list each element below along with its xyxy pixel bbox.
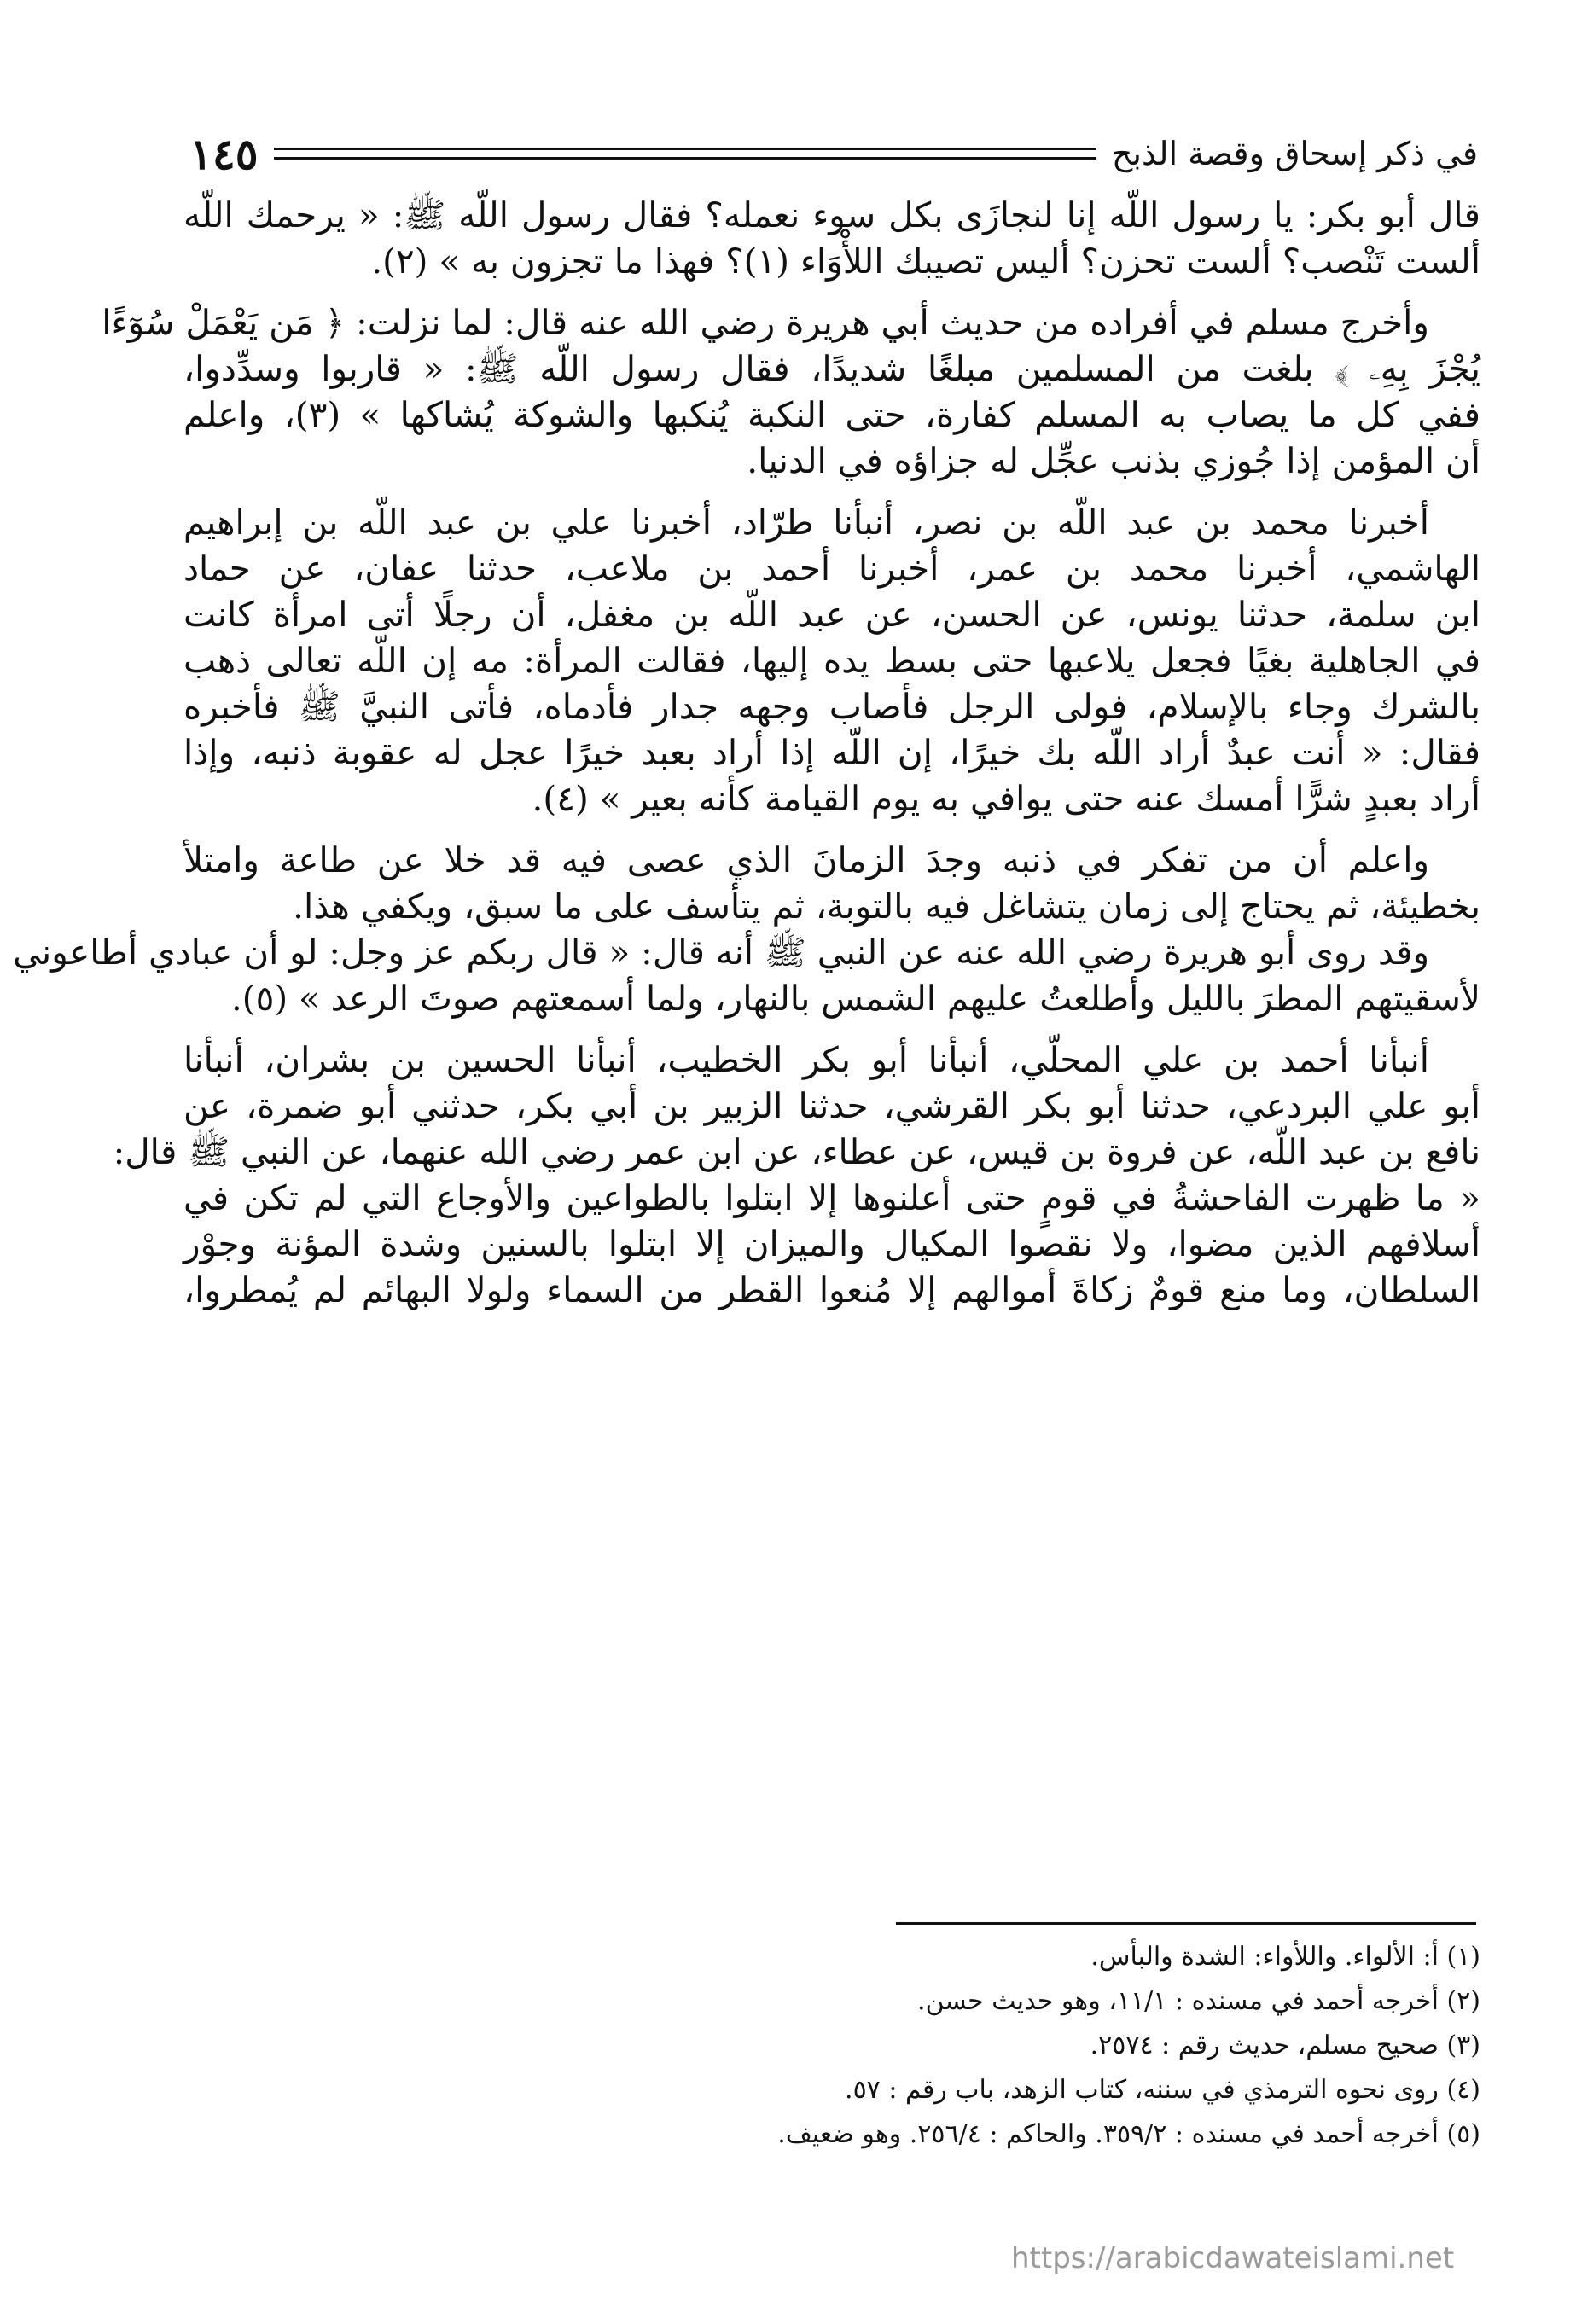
text-line: قال أبو بكر: يا رسول اللّه إنا لنجازَى بكل سوء نعمله؟ فقال رسول اللّه ﷺ: « يرحمك اللّه [183, 195, 1480, 235]
chapter-title: في ذكر إسحاق وقصة الذبح [1111, 135, 1478, 172]
text-line: ابن سلمة، حدثنا يونس، عن الحسن، عن عبد اللّه بن مغفل، أن رجلًا أتى امرأة كانت [183, 594, 1480, 635]
text-line: أراد بعبدٍ شرًّا أمسك عنه حتى يوافي به يوم القيامة كأنه بعير » (٤). [532, 778, 1480, 819]
text-line: واعلم أن من تفكر في ذنبه وجدَ الزمانَ الذي عصى فيه قد خلا عن طاعة وامتلأ [183, 840, 1429, 880]
text-line: أخبرنا محمد بن عبد اللّه بن نصر، أنبأنا طرّاد، أخبرنا علي بن عبد اللّه بن إبراهيم [183, 502, 1429, 543]
text-line: ففي كل ما يصاب به المسلم كفارة، حتى النكبة يُنكبها والشوكة يُشاكها » (٣)، واعلم [183, 394, 1480, 435]
page-number: ١٤٥ [189, 128, 259, 179]
footnotes [183, 1935, 1480, 2157]
footnote: (٥) أخرجه أحمد في مسنده : ٣٥٩/٢. والحاكم : ٢٥٦/٤. وهو ضعيف. [777, 2119, 1480, 2149]
footnote: (٢) أخرجه أحمد في مسنده : ١١/١، وهو حديث حسن. [917, 1986, 1480, 2016]
main-text [13, 192, 1480, 1313]
text-line: فقال: « أنت عبدٌ أراد اللّه بك خيرًا، إن اللّه إذا أراد بعبد خيرًا عجل له عقوبة ذنبه، وإذا [183, 732, 1480, 773]
watermark-url: https://arabicdawateislami.net [1011, 2241, 1455, 2275]
text-line: بخطيئة، ثم يحتاج إلى زمان يتشاغل فيه بالتوبة، ثم يتأسف على ما سبق، ويكفي هذا. [293, 886, 1480, 927]
text-line: الهاشمي، أخبرنا محمد بن عمر، أخبرنا أحمد بن ملاعب، حدثنا عفان، عن حماد [183, 548, 1480, 589]
text-line: وأخرج مسلم في أفراده من حديث أبي هريرة رضي الله عنه قال: لما نزلت: ﴿ مَن يَعْمَلْ سُوٓءًا [102, 302, 1429, 343]
footnote-separator [896, 1922, 1476, 1925]
text-line: وقد روى أبو هريرة رضي الله عنه عن النبي ﷺ أنه قال: « قال ربكم عز وجل: لو أن عبادي أطاعوني [13, 932, 1429, 973]
paragraph-gap [183, 484, 1480, 499]
text-line: أبو علي البردعي، حدثنا أبو بكر القرشي، حدثنا الزبير بن أبي بكر، حدثني أبو ضمرة، عن [183, 1085, 1480, 1126]
text-line: أنبأنا أحمد بن علي المحلّي، أنبأنا أبو بكر الخطيب، أنبأنا الحسين بن بشران، أنبأنا [183, 1039, 1429, 1080]
running-header [189, 128, 1478, 179]
text-line: نافع بن عبد اللّه، عن فروة بن قيس، عن عطاء، عن ابن عمر رضي الله عنهما، عن النبي ﷺ قال: [113, 1131, 1480, 1172]
header-double-rule [274, 148, 1096, 160]
paragraph-gap [183, 284, 1480, 299]
paragraph-gap [183, 822, 1480, 837]
text-line: « ما ظهرت الفاحشةُ في قومٍ حتى أعلنوها إلا ابتلوا بالطواعين والأوجاع التي لم تكن في [183, 1177, 1480, 1218]
footnote: (٣) صحيح مسلم، حديث رقم : ٢٥٧٤. [1090, 2031, 1480, 2060]
text-line: بالشرك وجاء بالإسلام، فولى الرجل فأصاب وجهه جدار فأدماه، فأتى النبيَّ ﷺ فأخبره [183, 686, 1480, 727]
text-line: لأسقيتهم المطرَ بالليل وأطلعتُ عليهم الشمس بالنهار، ولما أسمعتهم صوتَ الرعد » (٥). [230, 978, 1480, 1019]
footnote: (٤) روى نحوه الترمذي في سننه، كتاب الزهد، باب رقم : ٥٧. [845, 2075, 1480, 2105]
text-line: السلطان، وما منع قومٌ زكاةَ أموالهم إلا مُنعوا القطر من السماء ولولا البهائم لم يُمطروا، [183, 1269, 1480, 1310]
text-line: أن المؤمن إذا جُوزي بذنب عجِّل له جزاؤه في الدنيا. [747, 440, 1480, 481]
paragraph-gap [183, 1021, 1480, 1037]
text-line: ألست تَنْصب؟ ألست تحزن؟ أليس تصيبك اللأْوَاء (١)؟ فهذا ما تجزون به » (٢). [371, 241, 1480, 282]
text-line: أسلافهم الذين مضوا، ولا نقصوا المكيال والميزان إلا ابتلوا بالسنين وشدة المؤنة وجوْر [183, 1223, 1480, 1264]
footnote: (١) أ: الألواء. واللأواء: الشدة والبأس. [1090, 1942, 1480, 1972]
text-line: يُجْزَ بِهِۦ ﴾ بلغت من المسلمين مبلغًا شديدًا، فقال رسول اللّه ﷺ: « قاربوا وسدِّدوا، [183, 348, 1480, 389]
text-line: في الجاهلية بغيًا فجعل يلاعبها حتى بسط يده إليها، فقالت المرأة: مه إن اللّه تعالى ذهب [183, 640, 1480, 681]
